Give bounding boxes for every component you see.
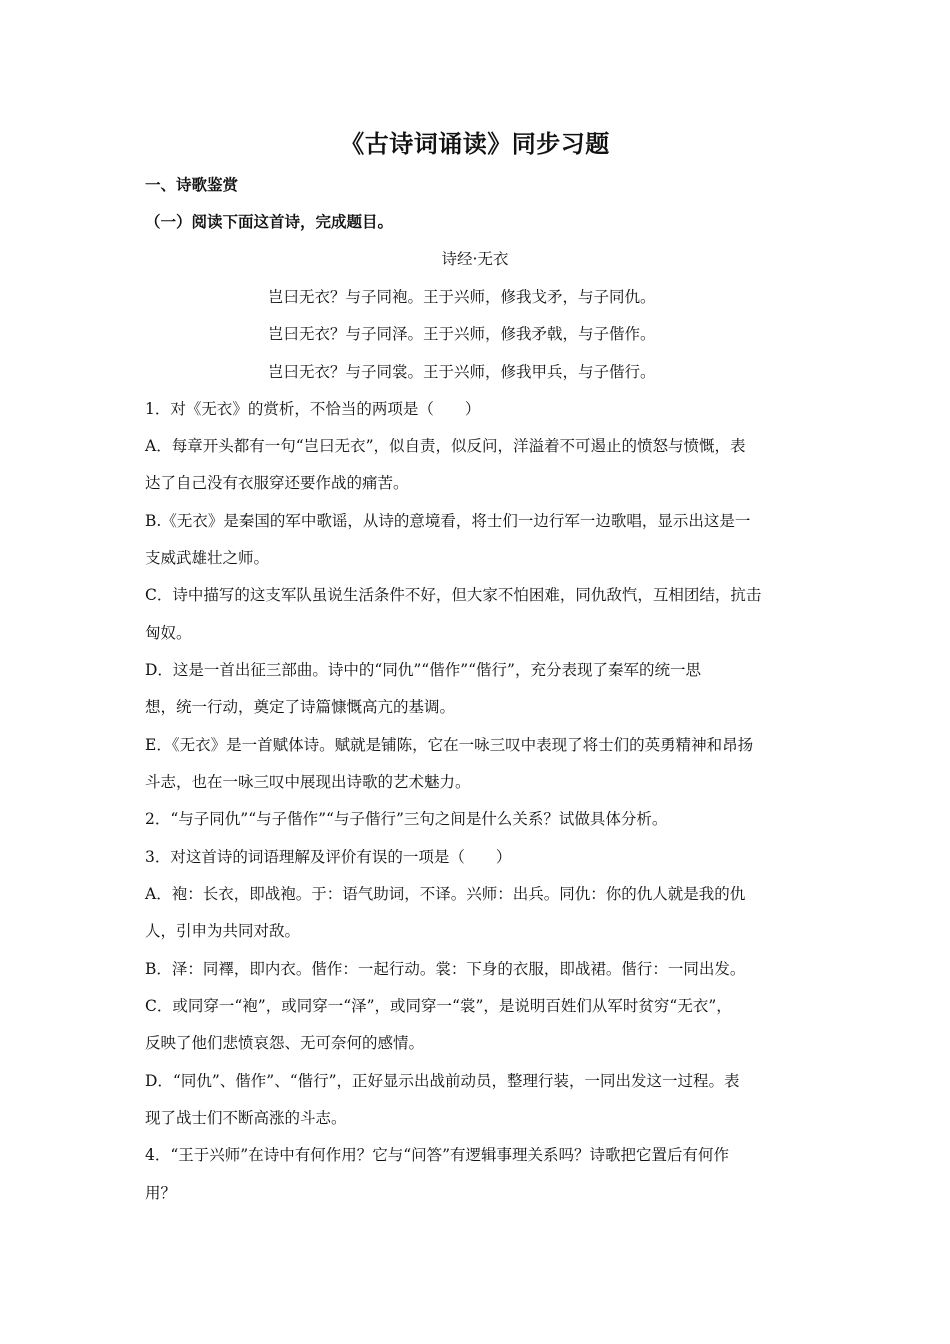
option-line: B．泽：同襗，即内衣。偕作：一起行动。裳：下身的衣服，即战裙。偕行：一同出发。 [145,960,746,978]
option-line: 反映了他们悲愤哀怨、无可奈何的感情。 [145,1034,425,1052]
question-3: 3．对这首诗的词语理解及评价有误的一项是（ ） [145,848,512,866]
option-line: 人，引申为共同对敌。 [145,922,301,940]
option-line: 斗志，也在一咏三叹中展现出诗歌的艺术魅力。 [145,773,471,791]
question-2: 2．“与子同仇”“与子偕作”“与子偕行”三句之间是什么关系？试做具体分析。 [145,810,668,828]
option-line: D．这是一首出征三部曲。诗中的“同仇”“偕作”“偕行”，充分表现了秦军的统一思 [145,661,701,679]
question-1: 1．对《无衣》的赏析，不恰当的两项是（ ） [145,400,481,418]
question-4: 4．“王于兴师”在诗中有何作用？它与“问答”有逻辑事理关系吗？诗歌把它置后有何作 [145,1146,730,1164]
option-line: C．诗中描写的这支军队虽说生活条件不好，但大家不怕困难，同仇敌忾，互相团结，抗击 [145,586,762,604]
poem-heading: 诗经·无衣 [441,250,509,268]
option-line: A．袍：长衣，即战袍。于：语气助词，不译。兴师：出兵。同仇：你的仇人就是我的仇 [145,885,746,903]
option-line: 支威武雄壮之师。 [145,549,270,567]
poem-verse: 岂曰无衣？与子同泽。王于兴师，修我矛戟，与子偕作。 [268,325,656,343]
poem-verse: 岂曰无衣？与子同袍。王于兴师，修我戈矛，与子同仇。 [268,288,656,306]
option-line: B.《无衣》是秦国的军中歌谣，从诗的意境看，将士们一边行军一边歌唱，显示出这是一 [145,512,751,530]
option-line: C．或同穿一“袍”，或同穿一“泽”，或同穿一“裳”，是说明百姓们从军时贫穷“无衣”， [145,997,732,1015]
option-line: A．每章开头都有一句“岂曰无衣”，似自责，似反问，洋溢着不可遏止的愤怒与愤慨，表 [145,437,746,455]
poem-verse: 岂曰无衣？与子同裳。王于兴师，修我甲兵，与子偕行。 [268,363,656,381]
option-line: 达了自己没有衣服穿还要作战的痛苦。 [145,474,409,492]
option-line: D．“同仇”、偕作”、“偕行”，正好显示出战前动员，整理行装，一同出发这一过程。表 [145,1072,740,1090]
option-line: E．《无衣》是一首赋体诗。赋就是铺陈，它在一咏三叹中表现了将士们的英勇精神和昂扬 [145,736,754,754]
option-line: 现了战士们不断高涨的斗志。 [145,1109,347,1127]
subsection-heading: （一）阅读下面这首诗，完成题目。 [145,213,394,231]
section-heading: 一、诗歌鉴赏 [145,176,239,194]
page-title: 《古诗词诵读》同步习题 [340,130,610,158]
question-4-cont: 用？ [145,1184,177,1202]
option-line: 匈奴。 [145,624,192,642]
option-line: 想，统一行动，奠定了诗篇慷慨高亢的基调。 [145,698,456,716]
